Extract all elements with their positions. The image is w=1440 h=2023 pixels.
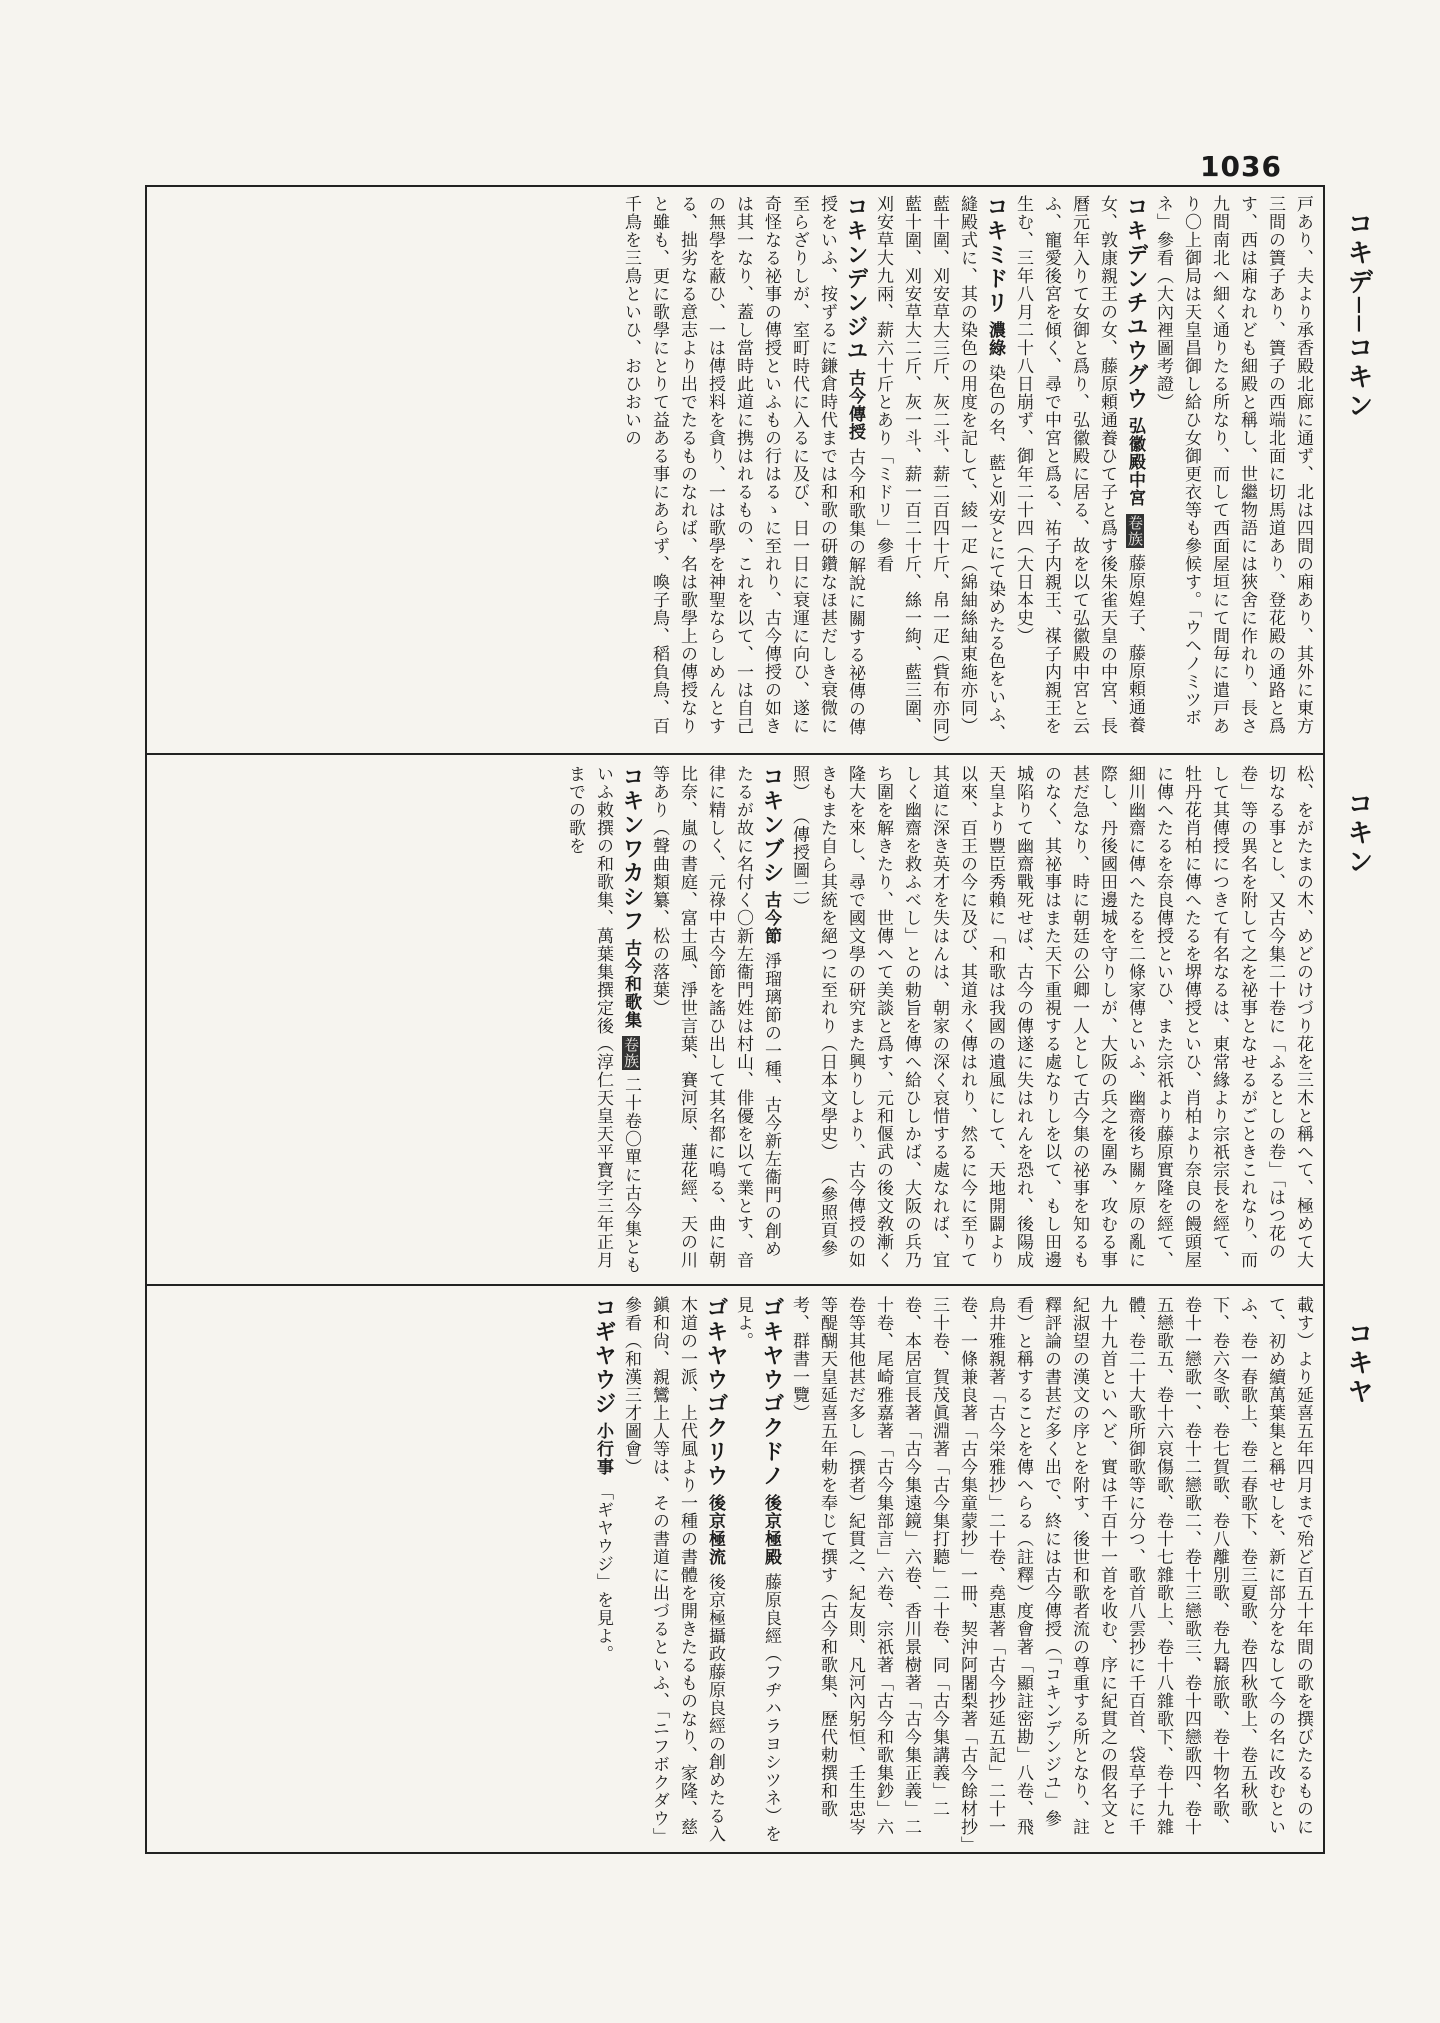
continuation-text bbox=[785, 765, 1317, 1275]
bottom-section bbox=[157, 1296, 1317, 1846]
entry-kanji: 後京極流 bbox=[705, 1494, 725, 1567]
entry-headword: ゴキヤウゴクリウ bbox=[703, 1296, 728, 1488]
dictionary-entry bbox=[645, 765, 785, 1275]
entry-kanji: 古今傳授 bbox=[845, 369, 865, 442]
dictionary-entry bbox=[869, 195, 1009, 747]
category-mark: 卷族 bbox=[1126, 514, 1144, 547]
middle-section bbox=[157, 765, 1317, 1275]
entry-body: 藤原良經（フヂハラヨシツネ）を見よ。 bbox=[733, 1296, 781, 1843]
entry-headword: コギヤウジ bbox=[591, 1296, 616, 1416]
entry-body: 「ギヤウジ」を見よ。 bbox=[593, 1482, 613, 1663]
entry-kanji: 後京極殿 bbox=[761, 1494, 781, 1567]
category-mark: 卷族 bbox=[622, 1036, 640, 1069]
entry-kanji: 小行事 bbox=[593, 1422, 613, 1477]
dictionary-entry bbox=[589, 1296, 617, 1846]
entry-headword: コキミドリ bbox=[983, 195, 1008, 315]
entry-headword: コキデンチユウグウ bbox=[1123, 195, 1148, 411]
entry-kanji: 古今和歌集 bbox=[621, 939, 641, 1030]
entry-headword: ゴキヤウゴクドノ bbox=[759, 1296, 784, 1488]
continuation-text: 載す）より延喜五年四月まで殆ど百五十年間の歌を撰びたるものにて、初め續萬葉集と稱せしを、新に部分をなして今の名に改むといふ、卷一春歌上、卷二春歌下、卷三夏歌、卷四秋歌上、卷五秋歌下、卷六冬歌、卷七賀歌、卷八離別歌、卷九羇旅歌、卷十物名歌、卷十一戀歌一、卷十二戀歌二、卷十三戀歌三、卷十四戀歌四、卷十五戀歌五、卷十六哀傷歌、卷十七雜歌上、卷十八雜歌下、卷十九雜體、卷二十大歌所御歌等に分つ、歌首八雲抄に千百首、袋草子に千九十九首といへど、實は千百十一首を收む、序に紀貫之の假名文と紀淑望の漢文の序とを附す、後世和歌者流の尊重する所となり、註釋評論の書甚だ多く出で、終には古今傳授（「コキンデンジユ」參看）と稱することを傳へらる（註釋）度會著「顯註密勘」八卷、飛鳥井雅親著「古今栄雅抄」二十卷、堯惠著「古今抄延五記」二十一卷、一條兼良著「古今集童蒙抄」一冊、契沖阿闍梨著「古今餘材抄」三十卷、賀茂眞淵著「古今集打聽」二十卷、同「古今集講義」二卷、本居宣長著「古今集遠鏡」六卷、香川景樹著「古今集正義」二十卷、尾崎雅嘉著「古今集部言」六卷、宗祇著「古今和歌集鈔」六卷等其他甚だ多し（撰者）紀貫之、紀友則、凡河內躬恒、壬生忠岑等醍醐天皇延喜五年勅を奉じて撰す（古今和歌集、歷代勅撰和歌考、群書一覽） bbox=[789, 1296, 1313, 1846]
entry-body: 二十卷〇單に古今集ともいふ敕撰の和歌集、萬葉集撰定後（淳仁天皇天平寶字三年正月までの歌を bbox=[565, 765, 641, 1275]
continuation-text: 戸あり、夫より承香殿北廊に通ず、北は四間の廂あり、其外に東方三間の簀子あり、簀子の西端北面に切馬道あり、登花殿の通路と爲す、西は廂なれども細殿と稱し、世繼物語には狹舍に作れり、長さ九間南北へ細く通りたる所なり、而して西面屋垣にて間毎に遣戸あり〇上御局は天皇昌御し給ひ女御更衣等も參候す。「ウヘノミツボネ」參看（大內裡圖考證） bbox=[1153, 195, 1313, 735]
entry-body: 古今和歌集の解說に關する祕傳の傳授をいふ、按ずるに鎌倉時代までは和歌の研鑽なほ甚だしき衰微に至らざりしが、室町時代に入るに及び、日一日に衰運に向ひ、遂に奇怪なる祕事の傳授といふもの行はるゝに至れり、古今傳授の如きは其一なり、蓋し當時此道に携はれるもの、これを以て、一は自己の無學を蔽ひ、一は傳授料を貪り、一は歌學を神聖ならしめんとする、拙劣なる意志より出でたるものなれば、名は歌學上の傳授なりと雖も、更に歌學にとりて益ある事にあらず、喚子鳥、稻負鳥、百千鳥を三鳥といひ、おひおいの bbox=[621, 195, 865, 736]
entry-kanji: 弘徽殿中宮 bbox=[1125, 417, 1145, 508]
entry-kanji: 古今節 bbox=[761, 891, 781, 946]
entry-headword: コキンブシ bbox=[759, 765, 784, 885]
running-guide-word: コキン bbox=[1343, 790, 1373, 877]
entry-kanji: 濃綠 bbox=[985, 321, 1005, 358]
running-guide-word: コキデ──コキン bbox=[1343, 210, 1373, 422]
dictionary-entry bbox=[561, 765, 645, 1275]
entry-headword: コキンワカシフ bbox=[619, 765, 644, 933]
entry-body: 後京極攝政藤原良經の創めたる入木道の一派、上代風より一種の書體を開きたるものなり、家隆、慈鎭和尙、親鸞上人等は、その書道に出づるといふ、「ニフボクダウ」參看（和漢三才圖會） bbox=[621, 1296, 725, 1846]
page-number: 1036 bbox=[1200, 150, 1282, 183]
entry-body: 藤原媓子、藤原頼通養女、敦康親王の女、藤原頼通養ひて子と爲す後朱雀天皇の中宮、長曆元年入りて女御と爲り、弘徽殿に居る、故を以て弘徽殿中宮と云ふ、寵愛後宮を傾く、尋で中宮と爲る、祐子内親王、禖子内親王を生む、三年八月二十八日崩ず、御年二十四（大日本史） bbox=[1013, 195, 1145, 735]
entry-body: 染色の名、藍と刈安とにて染めたる色をいふ、縫殿式に、其の染色の用度を記して、綾一疋（綿紬絲紬東絁亦同）藍十圍、刈安草大三斤、灰二斗、薪二百四十斤、帛一疋（貲布亦同）藍十圍、刈安草大二斤、灰一斗、薪一百二十斤、絲一絇、藍三圍、刈安草大九兩、薪六十斤とあり「ミドリ」參看 bbox=[873, 195, 1005, 745]
entry-headword: コキンデンジユ bbox=[843, 195, 868, 363]
top-section bbox=[157, 195, 1317, 747]
figure-caption: （參照頁參照） bbox=[789, 765, 837, 1258]
dictionary-entry bbox=[729, 1296, 785, 1846]
dictionary-entry bbox=[617, 195, 869, 747]
entry-body: 淨瑠璃節の一種、古今新左衞門の創めたるが故に名付く〇新左衞門姓は村山、俳優を以て業とす、音律に精しく、元祿中古今節を謠ひ出して其名都に鳴る、曲に朝比奈、嵐の書庭、富士風、淨世言葉、賽河原、蓮花經、天の川等あり（聲曲類纂、松の落葉） bbox=[649, 765, 781, 1269]
continuation-body: 松、をがたまの木、めどのけづり花を三木と稱へて、極めて大切なる事とし、又古今集二十卷に「ふるとしの卷」「はつ花の卷」等の異名を附して之を祕事となせるがごときこれなり、而して其傳授につきて有名なるは、東常緣より宗祇宗長を經て、牡丹花肖柏に傳へたるを堺傳授といひ、肖柏より奈良の饅頭屋に傳へたるを奈良傳授といひ、また宗祇より藤原實隆を經て、細川幽齋に傳へたるを二條家傳といふ、幽齋後ち關ヶ原の亂に際し、丹後國田邊城を守りしが、大阪の兵之を圍み、攻むる事甚だ急なり、時に朝廷の公卿一人として古今集の祕事を知るものなく、其祕事はまた天下重視する處なりしを以て、もし田邊城陷りて幽齋戰死せば、古今の傳遂に失はれんを恐れ、後陽成天皇より豐臣秀賴に「和歌は我國の遺風にして、天地開闢より以來、百王の今に及び、其道永く傳はれり、然るに今に至りて其道に深き英才を失はんは、朝家の深く哀惜する處なれば、宜しく幽齋を救ふべし」との勅旨を傳へ給ひしかば、大阪の兵乃ち圍を解きたり、世傳へて美談と爲す、元和偃武の後文敎漸く隆大を來し、尋で國文學の研究また興りしより、古今傳授の如きもまた自ら其統を絕つに至れり（日本文學史） bbox=[817, 765, 1313, 1269]
dictionary-entry bbox=[617, 1296, 729, 1846]
dictionary-entry bbox=[1009, 195, 1149, 747]
running-guide-word: コキヤ bbox=[1343, 1320, 1373, 1407]
figure-caption: （傳授圖二） bbox=[789, 807, 809, 916]
